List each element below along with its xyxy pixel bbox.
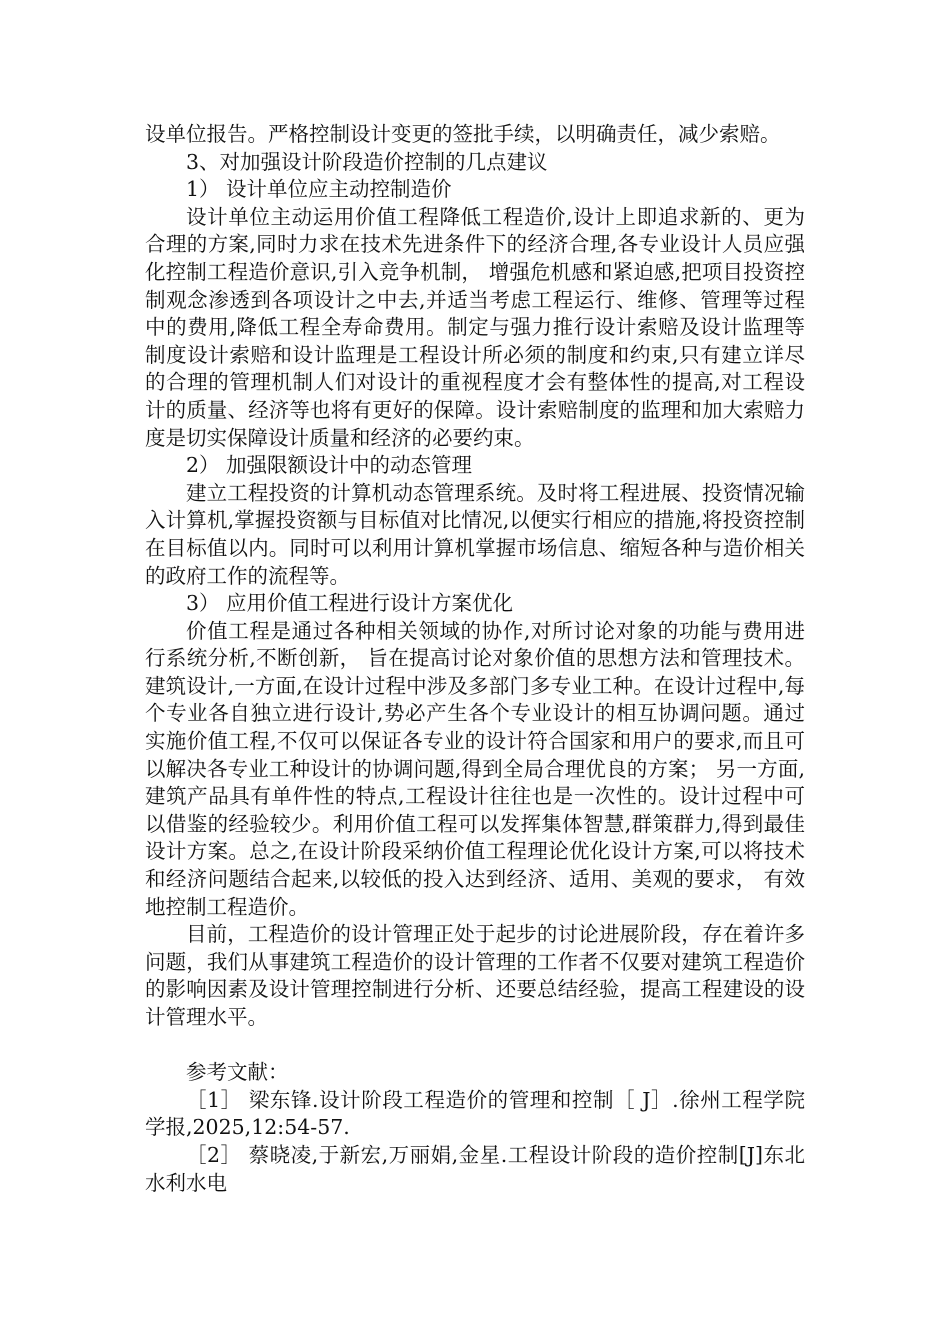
document-page — [145, 121, 805, 1197]
blank-line — [145, 1032, 805, 1060]
continuation-paragraph: 设单位报告。严格控制设计变更的签批手续，以明确责任，减少索赔。 — [145, 122, 781, 146]
subsection-3-heading: 3） 应用价值工程进行设计方案优化 — [186, 591, 514, 616]
conclusion-paragraph: 目前，工程造价的设计管理正处于起步的讨论进展阶段，存在着许多问题，我们从事建筑工程造价的设计管理的工作者不仅要对建筑工程造价的影响因素及设计管理控制进行分析、还要总结经验，提高工程建设的设计管理水平。 — [145, 922, 805, 1029]
section-3-heading: 3、对加强设计阶段造价控制的几点建议 — [186, 149, 548, 174]
subsection-3-body: 价值工程是通过各种相关领域的协作,对所讨论对象的功能与费用进行系统分析,不断创新， 旨在提高讨论对象价值的思想方法和管理技术。建筑设计,一方面,在设计过程中涉及多部门多专业工种。在设计过程中,每个专业各自独立进行设计,势必产生各个专业设计的相互协调问题。通过实施价值工程,不仅可以保证各专业的设计符合国家和用户的要求,而且可以解决各专业工种设计的协调问题,得到全局合理优良的方案； 另一方面,建筑产品具有单件性的特点,工程设计往往也是一次性的。设计过程中可以借鉴的经验较少。利用价值工程可以发挥集体智慧,群策群力,得到最佳设计方案。总之,在设计阶段采纳价值工程理论优化设计方案,可以将技术和经济问题结合起来,以较低的投入达到经济、适用、美观的要求， 有效地控制工程造价。 — [145, 618, 805, 919]
subsection-1-heading: 1） 设计单位应主动控制造价 — [186, 177, 452, 202]
subsection-2-heading: 2） 加强限额设计中的动态管理 — [186, 453, 473, 478]
reference-item-1: ［1］ 梁东锋.设计阶段工程造价的管理和控制［ J］.徐州工程学院学报,2025,12:54-57. — [145, 1087, 805, 1140]
subsection-1-body: 设计单位主动运用价值工程降低工程造价,设计上即追求新的、更为合理的方案,同时力求在技术先进条件下的经济合理,各专业设计人员应强化控制工程造价意识,引入竞争机制， 增强危机感和紧迫感,把项目投资控制观念渗透到各项设计之中去,并适当考虑工程运行、维修、管理等过程中的费用,降低工程全寿命费用。制定与强力推行设计索赔及设计监理等制度设计索赔和设计监理是工程设计所必须的制度和约束,只有建立详尽的合理的管理机制人们对设计的重视程度才会有整体性的提高,对工程设计的质量、经济等也将有更好的保障。设计索赔制度的监理和加大索赔力度是切实保障设计质量和经济的必要约束。 — [145, 204, 805, 450]
references-heading: 参考文献： — [186, 1060, 289, 1085]
subsection-2-body: 建立工程投资的计算机动态管理系统。及时将工程进展、投资情况输入计算机,掌握投资额与目标值对比情况,以便实行相应的措施,将投资控制在目标值以内。同时可以利用计算机掌握市场信息、缩短各种与造价相关的政府工作的流程等。 — [145, 480, 805, 588]
reference-item-2: ［2］ 蔡晓凌,于新宏,万丽娟,金星.工程设计阶段的造价控制[J]东北水利水电 — [145, 1142, 805, 1195]
